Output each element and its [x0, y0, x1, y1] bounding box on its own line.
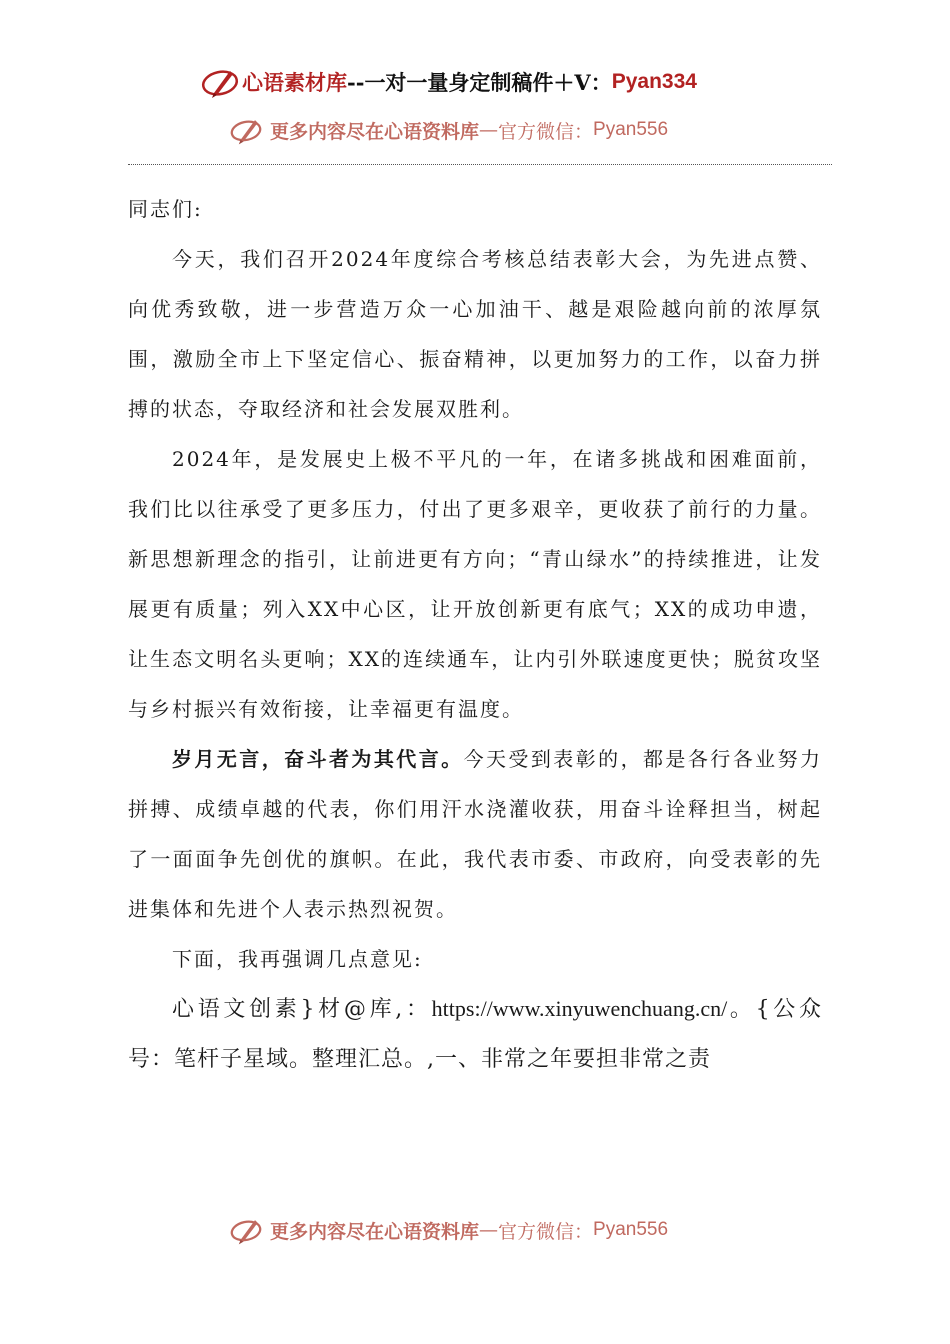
- pen-nib-logo-icon: [200, 65, 240, 99]
- sub-header-watermark: [228, 112, 728, 148]
- footer-watermark: [228, 1212, 728, 1248]
- pen-nib-logo-icon: [228, 1214, 264, 1246]
- footer-official: 官方微信：: [498, 1220, 594, 1243]
- pen-nib-logo-icon: [228, 114, 264, 146]
- paragraph-3-text: 今天受到表彰的，都是各行各业努力拼搏、成绩卓越的代表，你们用汗水浇灌收获，用奋斗诠释担当，树起了一面面争先创优的旗帜。在此，我代表市委、市政府，向受表彰的先进集体和先进个人表示热烈祝贺。: [128, 747, 823, 921]
- document-body: [128, 184, 822, 1085]
- sub-header-official: 官方微信：: [498, 120, 594, 143]
- paragraph-3: [128, 734, 822, 934]
- footer-account: Pyan556: [593, 1219, 669, 1240]
- source-url: https://www.xinyuwenchuang.cn/: [431, 996, 728, 1021]
- sub-header-account: Pyan556: [593, 119, 669, 140]
- paragraph-3-heading: 岁月无言，奋斗者为其代言。: [172, 747, 464, 771]
- header-brand: 心语素材库: [242, 70, 347, 95]
- paragraph-4: 下面，我再强调几点意见:: [172, 947, 423, 971]
- sub-header-dash: —: [479, 119, 499, 141]
- header-contact: Pyan334: [611, 70, 697, 93]
- paragraph-5-prefix: 心语文创素}材@库,：: [172, 997, 432, 1022]
- paragraph-1: 今天，我们召开2024年度综合考核总结表彰大会，为先进点赞、向优秀致敬，进一步营造万众一心加油干、越是艰险越向前的浓厚氛围，激励全市上下坚定信心、振奋精神，以更加努力的工作，以奋力拼搏的状态，夺取经济和社会发展双胜利。: [128, 247, 822, 421]
- header-slogan: 一对一量身定制稿件＋V：: [364, 70, 612, 95]
- paragraph-5-suffix: 。{公众号：笔杆子星域。整理汇总。,一、非常之年要担非常之责: [128, 997, 822, 1072]
- header-divider: [128, 164, 832, 165]
- footer-text: 更多内容尽在心语资料库: [270, 1220, 480, 1243]
- paragraph-5: [128, 984, 822, 1085]
- header-banner: [200, 64, 760, 100]
- header-separator: --: [347, 69, 365, 95]
- salutation: 同志们:: [128, 197, 203, 221]
- paragraph-2: 2024年，是发展史上极不平凡的一年，在诸多挑战和困难面前，我们比以往承受了更多压力，付出了更多艰辛，更收获了前行的力量。新思想新理念的指引，让前进更有方向；“青山绿水”的持续推进，让发展更有质量；列入XX中心区，让开放创新更有底气；XX的成功申遗，让生态文明名头更响；XX的连续通车，让内引外联速度更快；脱贫攻坚与乡村振兴有效衔接，让幸福更有温度。: [128, 447, 822, 721]
- footer-dash: —: [479, 1219, 499, 1241]
- sub-header-text: 更多内容尽在心语资料库: [270, 120, 480, 143]
